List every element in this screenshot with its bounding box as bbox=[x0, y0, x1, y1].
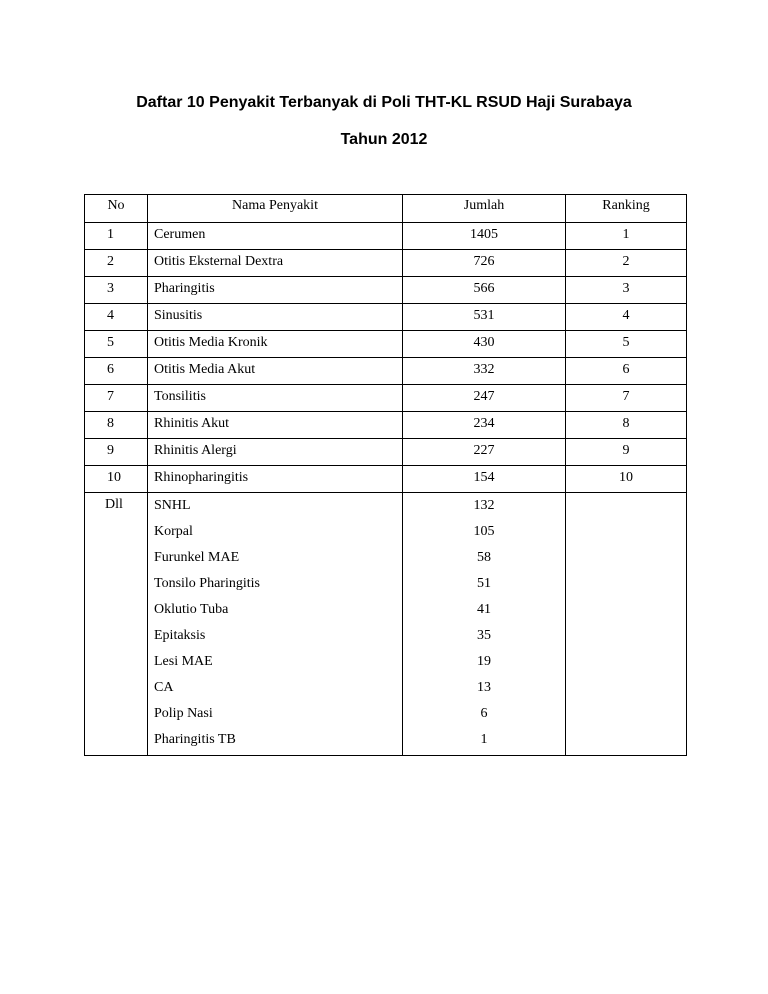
row-ranking: 1 bbox=[566, 223, 687, 250]
row-no: 9 bbox=[85, 439, 148, 466]
row-jumlah: 154 bbox=[403, 466, 566, 493]
other-item-jumlah: 19 bbox=[477, 654, 491, 669]
other-item-name: Oklutio Tuba bbox=[154, 602, 229, 617]
row-name: Pharingitis bbox=[148, 277, 403, 304]
row-name: Otitis Media Kronik bbox=[148, 331, 403, 358]
row-jumlah: 247 bbox=[403, 385, 566, 412]
row-ranking: 6 bbox=[566, 358, 687, 385]
table-row bbox=[85, 385, 687, 412]
row-ranking: 4 bbox=[566, 304, 687, 331]
other-item-jumlah: 1 bbox=[480, 732, 488, 747]
row-no: 8 bbox=[85, 412, 148, 439]
other-ranking-cell bbox=[566, 493, 687, 756]
other-label-cell: Dll bbox=[85, 493, 148, 756]
row-jumlah: 332 bbox=[403, 358, 566, 385]
header-no: No bbox=[85, 195, 148, 223]
document-subtitle: Tahun 2012 bbox=[340, 131, 428, 148]
other-item-jumlah: 6 bbox=[480, 706, 488, 721]
document-title: Daftar 10 Penyakit Terbanyak di Poli THT-KL RSUD Haji Surabaya bbox=[136, 94, 632, 111]
row-ranking: 5 bbox=[566, 331, 687, 358]
other-item-name: Furunkel MAE bbox=[154, 550, 240, 565]
table-row bbox=[85, 331, 687, 358]
table-row bbox=[85, 466, 687, 493]
other-item-name: Tonsilo Pharingitis bbox=[154, 576, 260, 591]
other-item-jumlah: 132 bbox=[473, 498, 495, 513]
row-name: Rhinitis Akut bbox=[148, 412, 403, 439]
table-row bbox=[85, 250, 687, 277]
row-jumlah: 430 bbox=[403, 331, 566, 358]
row-no: 6 bbox=[85, 358, 148, 385]
table-row bbox=[85, 358, 687, 385]
row-jumlah: 566 bbox=[403, 277, 566, 304]
other-names-list bbox=[148, 493, 402, 755]
row-name: Sinusitis bbox=[148, 304, 403, 331]
other-item-name: Epitaksis bbox=[154, 628, 206, 643]
row-jumlah: 227 bbox=[403, 439, 566, 466]
row-name: Cerumen bbox=[148, 223, 403, 250]
other-item-name: Pharingitis TB bbox=[154, 732, 236, 747]
table-row bbox=[85, 223, 687, 250]
row-ranking: 9 bbox=[566, 439, 687, 466]
other-item-name: CA bbox=[154, 680, 174, 695]
row-no: 4 bbox=[85, 304, 148, 331]
row-ranking: 7 bbox=[566, 385, 687, 412]
row-ranking: 2 bbox=[566, 250, 687, 277]
row-name: Otitis Eksternal Dextra bbox=[148, 250, 403, 277]
row-name: Rhinopharingitis bbox=[148, 466, 403, 493]
other-item-name: Korpal bbox=[154, 524, 193, 539]
table-header-row bbox=[85, 195, 687, 223]
other-item-jumlah: 35 bbox=[477, 628, 491, 643]
table-row bbox=[85, 277, 687, 304]
other-item-jumlah: 41 bbox=[477, 602, 491, 617]
row-ranking: 10 bbox=[566, 466, 687, 493]
row-name: Otitis Media Akut bbox=[148, 358, 403, 385]
row-jumlah: 726 bbox=[403, 250, 566, 277]
row-jumlah: 234 bbox=[403, 412, 566, 439]
row-ranking: 3 bbox=[566, 277, 687, 304]
table-row-other bbox=[85, 493, 687, 756]
other-item-jumlah: 58 bbox=[477, 550, 491, 565]
other-item-name: SNHL bbox=[154, 498, 191, 513]
row-jumlah: 1405 bbox=[403, 223, 566, 250]
header-jumlah: Jumlah bbox=[403, 195, 566, 223]
disease-table bbox=[84, 194, 687, 756]
table-row bbox=[85, 304, 687, 331]
row-ranking: 8 bbox=[566, 412, 687, 439]
row-no: 7 bbox=[85, 385, 148, 412]
other-values-list bbox=[403, 493, 565, 755]
header-ranking: Ranking bbox=[566, 195, 687, 223]
row-name: Rhinitis Alergi bbox=[148, 439, 403, 466]
other-item-jumlah: 13 bbox=[477, 680, 491, 695]
other-names-cell bbox=[148, 493, 403, 756]
header-name: Nama Penyakit bbox=[148, 195, 403, 223]
other-item-jumlah: 51 bbox=[477, 576, 491, 591]
row-no: 5 bbox=[85, 331, 148, 358]
other-item-name: Lesi MAE bbox=[154, 654, 213, 669]
table-row bbox=[85, 439, 687, 466]
row-no: 1 bbox=[85, 223, 148, 250]
other-item-name: Polip Nasi bbox=[154, 706, 213, 721]
table-row bbox=[85, 412, 687, 439]
row-no: 10 bbox=[85, 466, 148, 493]
row-name: Tonsilitis bbox=[148, 385, 403, 412]
other-values-cell bbox=[403, 493, 566, 756]
other-item-jumlah: 105 bbox=[473, 524, 495, 539]
row-jumlah: 531 bbox=[403, 304, 566, 331]
row-no: 3 bbox=[85, 277, 148, 304]
row-no: 2 bbox=[85, 250, 148, 277]
